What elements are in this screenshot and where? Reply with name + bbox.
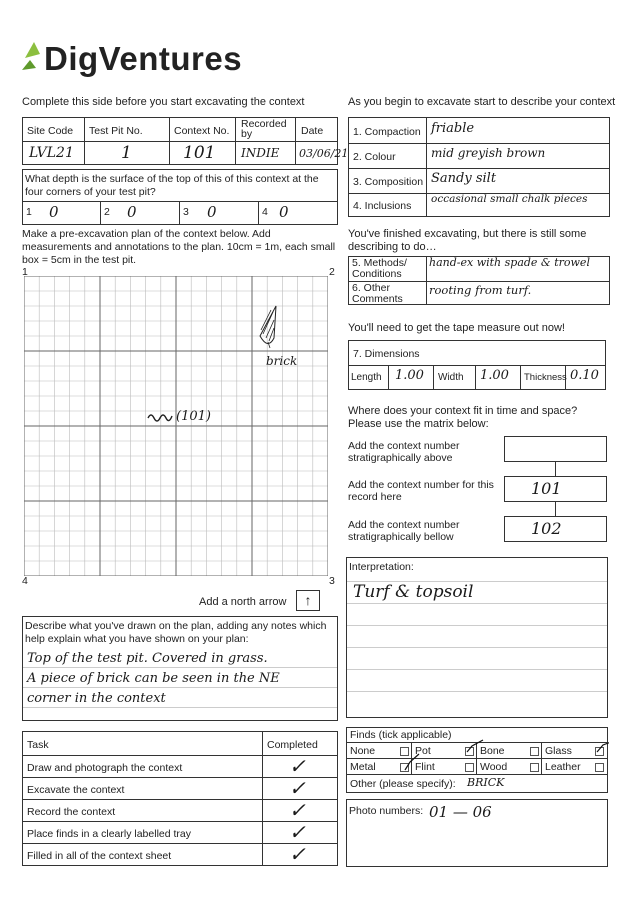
thickness-value[interactable]: 0.10 [570, 368, 599, 383]
corner-2-num: 2 [104, 206, 110, 218]
length-label: Length [351, 372, 382, 383]
description-line-3[interactable]: corner in the context [27, 691, 166, 706]
brick-annotation: brick [266, 354, 298, 368]
property-compaction-value[interactable]: friable [431, 121, 475, 136]
north-arrow-box[interactable] [296, 590, 320, 611]
matrix-record-box[interactable] [504, 476, 607, 502]
find-metal-label: Metal [350, 761, 376, 773]
header-col-test-pit: Test Pit No. [89, 125, 143, 137]
property-composition-value[interactable]: Sandy silt [431, 171, 497, 186]
header-col-date: Date [301, 125, 324, 137]
header-col-recorded: Recorded by [241, 118, 287, 140]
context-no-value[interactable]: 101 [183, 143, 216, 163]
corner-3-num: 3 [183, 206, 189, 218]
task-3: Record the context [27, 806, 116, 818]
corner-1-depth[interactable]: 0 [49, 203, 59, 221]
description-line-2[interactable]: A piece of brick can be seen in the NE [27, 671, 280, 686]
task-1: Draw and photograph the context [27, 762, 183, 774]
methods-value[interactable]: hand-ex with spade & trowel [429, 256, 590, 269]
recorded-by-value[interactable]: INDIE [241, 146, 280, 160]
date-value[interactable]: 03/06/21 [299, 147, 349, 160]
find-flint-label: Flint [415, 761, 435, 773]
description-prompt: Describe what you've drawn on the plan, adding any notes which help explain what you have shown on your plan: [25, 620, 327, 645]
task-2-check-icon[interactable]: ✓ [289, 776, 306, 800]
photos-value[interactable]: 01 — 06 [429, 803, 492, 821]
thickness-label: Thickness [524, 372, 567, 383]
plan-corner-1: 1 [22, 266, 28, 278]
corner-2-depth[interactable]: 0 [127, 203, 137, 221]
interpretation-box [346, 557, 608, 718]
header-col-site-code: Site Code [27, 125, 74, 137]
find-none-label: None [350, 745, 376, 757]
header-table [22, 117, 349, 165]
interpretation-value[interactable]: Turf & topsoil [353, 582, 474, 602]
tape-note: You'll need to get the tape measure out now! [348, 322, 565, 334]
description-box [22, 616, 338, 721]
plan-corner-2: 2 [329, 266, 335, 278]
description-line-1[interactable]: Top of the test pit. Covered in grass. [27, 651, 268, 666]
property-inclusions-value[interactable]: occasional small chalk pieces [431, 193, 588, 205]
task-table [22, 731, 338, 866]
width-label: Width [438, 372, 464, 383]
depth-question: What depth is the surface of the top of this of this context at the four corners of your test pit? [25, 173, 319, 198]
test-pit-value[interactable]: 1 [121, 143, 132, 163]
width-value[interactable]: 1.00 [480, 368, 509, 383]
photos-box [346, 799, 608, 867]
dimensions-title: 7. Dimensions [353, 348, 420, 360]
dimensions-table [348, 340, 606, 390]
property-colour-value[interactable]: mid greyish brown [431, 146, 546, 160]
finds-table [346, 727, 608, 793]
task-5: Filled in all of the context sheet [27, 850, 172, 862]
find-leather-label: Leather [545, 761, 581, 773]
corner-1-num: 1 [26, 206, 32, 218]
methods-table [348, 256, 610, 305]
find-glass-label: Glass [545, 745, 572, 757]
matrix-below-box[interactable] [504, 516, 607, 542]
trowel-logo-icon [20, 40, 46, 78]
property-compaction-label: 1. Compaction [353, 126, 421, 138]
interpretation-label: Interpretation: [349, 561, 414, 573]
matrix-record-label: Add the context number for this record here [348, 479, 494, 503]
left-intro: Complete this side before you start excavating the context [22, 96, 305, 108]
property-colour-label: 2. Colour [353, 151, 396, 163]
plan-grid[interactable] [24, 276, 328, 576]
task-4-check-icon[interactable]: ✓ [289, 820, 306, 844]
matrix-question: Where does your context fit in time and space? Please use the matrix below: [348, 405, 578, 430]
brand-logo [20, 40, 250, 80]
plan-corner-3: 3 [329, 575, 335, 587]
brick-sketch [260, 306, 276, 348]
matrix-below-value: 102 [531, 519, 562, 538]
context-annotation: (101) [176, 409, 211, 424]
task-5-check-icon[interactable]: ✓ [289, 842, 306, 866]
finished-note: You've finished excavating, but there is still some describing to do… [348, 228, 587, 253]
scribble-mark [148, 415, 172, 421]
task-header: Task [27, 739, 49, 751]
finds-title: Finds (tick applicable) [350, 729, 452, 741]
find-wood-label: Wood [480, 761, 508, 773]
length-value[interactable]: 1.00 [395, 368, 424, 383]
matrix-record-value: 101 [531, 479, 562, 498]
find-bone-label: Bone [480, 745, 505, 757]
right-intro: As you begin to excavate start to describe your context [348, 96, 616, 108]
north-arrow-icon: ↑ [304, 592, 312, 608]
other-comments-label: 6. Other Comments [352, 282, 403, 305]
matrix-above-box[interactable] [504, 436, 607, 462]
other-comments-value[interactable]: rooting from turf. [429, 283, 532, 297]
north-arrow-label: Add a north arrow [199, 596, 287, 608]
matrix-below-label: Add the context number stratigraphically bellow [348, 519, 460, 543]
plan-corner-4: 4 [22, 575, 28, 587]
finds-other-value[interactable]: BRICK [467, 776, 505, 789]
plan-instructions: Make a pre-excavation plan of the context below. Add measurements and annotations to the plan. 10cm = 1m, each small box = 5cm in the test pit. [22, 228, 336, 266]
depth-box [22, 169, 338, 225]
corner-3-depth[interactable]: 0 [207, 203, 217, 221]
header-col-context: Context No. [174, 125, 230, 137]
task-1-check-icon[interactable]: ✓ [289, 754, 306, 778]
photos-label: Photo numbers: [349, 805, 424, 817]
corner-4-num: 4 [262, 206, 268, 218]
task-3-check-icon[interactable]: ✓ [289, 798, 306, 822]
property-inclusions-label: 4. Inclusions [353, 200, 412, 212]
methods-label: 5. Methods/ Conditions [352, 257, 407, 280]
task-4: Place finds in a clearly labelled tray [27, 828, 192, 840]
task-2: Excavate the context [27, 784, 125, 796]
properties-table [348, 117, 610, 217]
corner-4-depth[interactable]: 0 [279, 203, 289, 221]
site-code-value[interactable]: LVL21 [29, 145, 74, 161]
finds-other-label: Other (please specify): [350, 778, 456, 790]
brand-name: DigVentures [44, 40, 243, 77]
matrix-above-label: Add the context number stratigraphically above [348, 440, 460, 464]
property-composition-label: 3. Composition [353, 176, 424, 188]
completed-header: Completed [267, 739, 318, 751]
find-pot-label: Pot [415, 745, 431, 757]
